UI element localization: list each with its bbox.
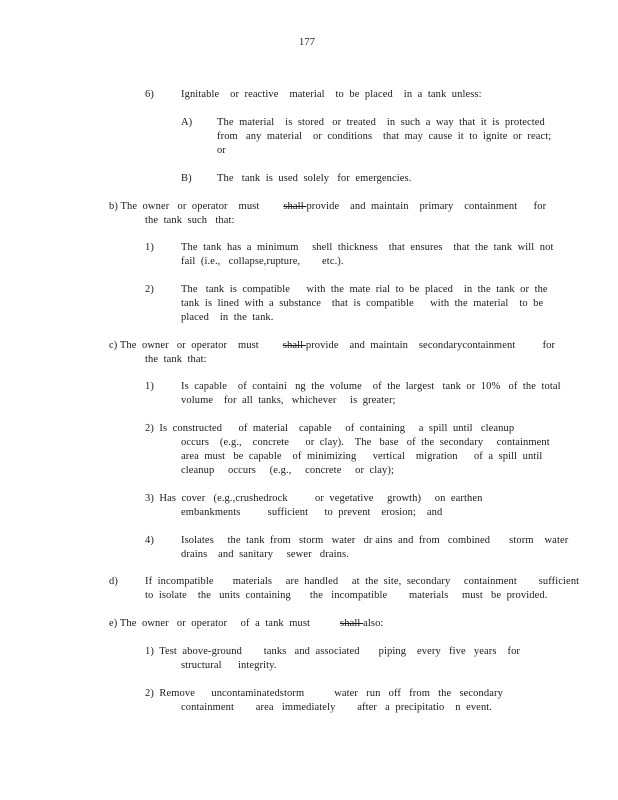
- section-c-item-2-line-2: occurs (e.g., concrete or clay). The base of the secondary containment: [181, 437, 550, 448]
- item-6a-line-3: or: [217, 145, 226, 156]
- item-6b-label: B): [181, 173, 192, 184]
- item-6b-line-1: The tank is used solely for emergencies.: [217, 173, 412, 184]
- section-d-number: d): [109, 576, 118, 587]
- section-b-item-1-line-2: fail (i.e., collapse,rupture, etc.).: [181, 256, 344, 267]
- section-c-item-2-line-4: cleanup occurs (e.g., concrete or clay);: [181, 465, 394, 476]
- section-e-item-1-line-1: 1) Test above-ground tanks and associated piping every five years for: [145, 646, 521, 657]
- section-b-item-2-line-3: placed in the tank.: [181, 312, 274, 323]
- section-c-item-2-line-3: area must be capable of minimizing vertical migration of a spill until: [181, 451, 543, 462]
- section-e-lead: [109, 617, 383, 630]
- section-c-lead-pre: c) The owner or operator must: [109, 340, 259, 351]
- section-c-item-2-line-1: 2) Is constructed of material capable of containing a spill until cleanup: [145, 423, 515, 434]
- section-c-item-4-number: 4): [145, 535, 154, 546]
- section-b-item-2-line-2: tank is lined with a substance that is compatible with the material to be: [181, 298, 544, 309]
- page-number: 177: [299, 37, 316, 48]
- section-b-item-1-line-1: The tank has a minimum shell thickness that ensures that the tank will not: [181, 242, 554, 253]
- section-c-lead: [109, 339, 555, 352]
- item-6a-label: A): [181, 117, 193, 128]
- item-6a-line-1: The material is stored or treated in such a way that it is protected: [217, 117, 545, 128]
- section-b-lead-post: provide and maintain primary containment for: [306, 201, 547, 212]
- section-c-item-4-line-2: drains and sanitary sewer drains.: [181, 549, 349, 560]
- section-e-lead-pre: e) The owner or operator of a tank must: [109, 618, 311, 629]
- section-c-item-3-line-1: 3) Has cover (e.g.,crushedrock or vegetative growth) on earthen: [145, 493, 483, 504]
- section-c-item-3-line-2: embankments sufficient to prevent erosion; and: [181, 507, 443, 518]
- section-c-cont: the tank that:: [145, 354, 207, 365]
- section-b-item-2-line-1: The tank is compatible with the mate rial to be placed in the tank or the: [181, 284, 548, 295]
- section-b-struck-shall: shall: [283, 201, 307, 212]
- section-e-item-2-line-1: 2) Remove uncontaminatedstorm water run off from the secondary: [145, 688, 503, 699]
- item-6-number: 6): [145, 89, 154, 100]
- section-d-line-1: If incompatible materials are handled at the site, secondary containment sufficient: [145, 576, 580, 587]
- item-6a-line-2: from any material or conditions that may cause it to ignite or react;: [217, 131, 552, 142]
- item-6-lead: Ignitable or reactive material to be placed in a tank unless:: [181, 89, 482, 100]
- section-c-struck-shall: shall: [282, 340, 306, 351]
- section-b-cont: the tank such that:: [145, 215, 235, 226]
- section-e-item-1-line-2: structural integrity.: [181, 660, 277, 671]
- section-c-item-1-line-2: volume for all tanks, whichever is greater;: [181, 395, 396, 406]
- section-e-struck-shall: shall: [340, 618, 364, 629]
- section-e-item-2-line-2: containment area immediately after a precipitatio n event.: [181, 702, 493, 713]
- section-c-item-4-line-1: Isolates the tank from storm water dr ains and from combined storm water: [181, 535, 569, 546]
- section-b-lead: [109, 200, 546, 213]
- section-c-item-1-number: 1): [145, 381, 154, 392]
- section-c-item-1-line-1: Is capable of containi ng the volume of the largest tank or 10% of the total: [181, 381, 561, 392]
- section-e-lead-post: also:: [363, 618, 384, 629]
- section-b-item-2-number: 2): [145, 284, 154, 295]
- section-d-line-2: to isolate the units containing the incompatible materials must be provided.: [145, 590, 548, 601]
- section-b-lead-pre: b) The owner or operator must: [109, 201, 260, 212]
- section-b-item-1-number: 1): [145, 242, 154, 253]
- section-c-lead-post: provide and maintain secondarycontainment for: [305, 340, 556, 351]
